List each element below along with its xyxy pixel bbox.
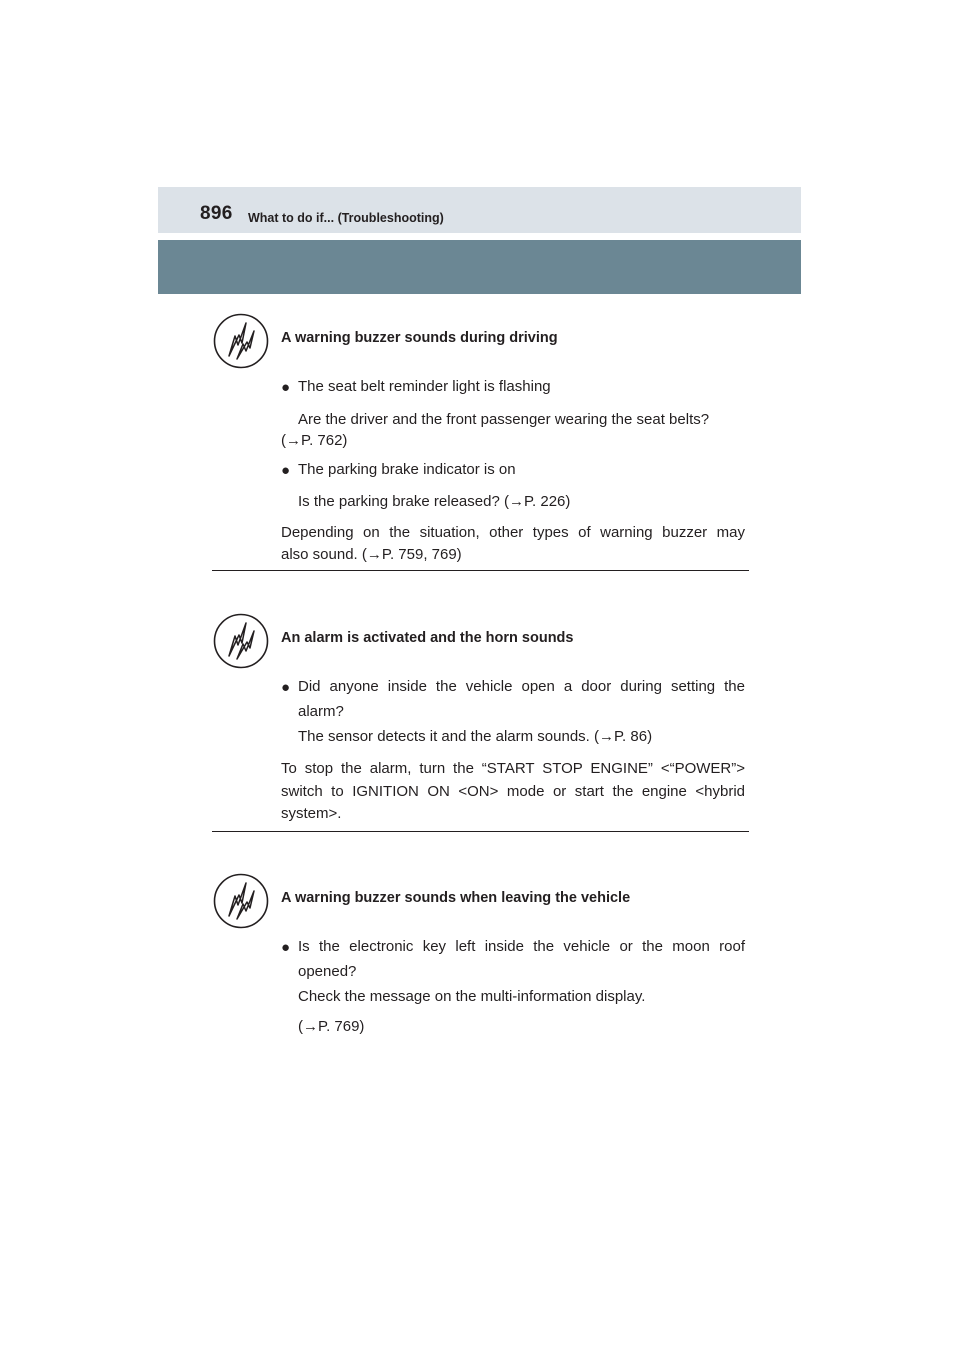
section-divider [212,570,749,571]
item-label: opened? [298,963,357,980]
item-detail-reference: (→P. 762) [281,432,348,449]
header-band [158,187,801,233]
section-heading: A warning buzzer sounds when leaving the vehicle [281,890,631,906]
bullet-icon: ● [281,939,291,956]
lightning-warning-icon [213,873,269,929]
lightning-warning-icon [213,613,269,669]
bullet-icon: ● [281,462,291,479]
item-label: Is the electronic key left inside the vehicle or the moon roof [298,938,745,955]
section-title: What to do if... (Troubleshooting) [248,211,444,225]
note-text: switch to IGNITION ON <ON> mode or start the engine <hybrid [281,783,745,800]
item-detail: Are the driver and the front passenger wearing the seat belts? [298,411,710,428]
note-text: To stop the alarm, turn the “START STOP ENGINE” <“POWER”> [281,760,745,777]
note-text: Depending on the situation, other types of warning buzzer may [281,524,745,541]
item-detail: The sensor detects it and the alarm sounds. (→P. 86) [298,728,653,745]
item-label: alarm? [298,703,344,720]
page-number: 896 [200,203,233,224]
item-label: The parking brake indicator is on [298,461,516,478]
section-divider [212,831,749,832]
note-text: system>. [281,805,342,822]
item-detail: Check the message on the multi-information display. [298,988,646,1005]
item-detail: Is the parking brake released? (→P. 226) [298,493,571,510]
section-heading: A warning buzzer sounds during driving [281,330,558,346]
section-heading: An alarm is activated and the horn sounds [281,630,574,646]
bullet-icon: ● [281,679,291,696]
note-text: also sound. (→P. 759, 769) [281,546,462,563]
title-band [158,240,801,294]
lightning-warning-icon [213,313,269,369]
item-label: The seat belt reminder light is flashing [298,378,551,395]
item-detail-reference: (→P. 769) [298,1018,365,1035]
bullet-icon: ● [281,379,291,396]
item-label: Did anyone inside the vehicle open a door during setting the [298,678,745,695]
